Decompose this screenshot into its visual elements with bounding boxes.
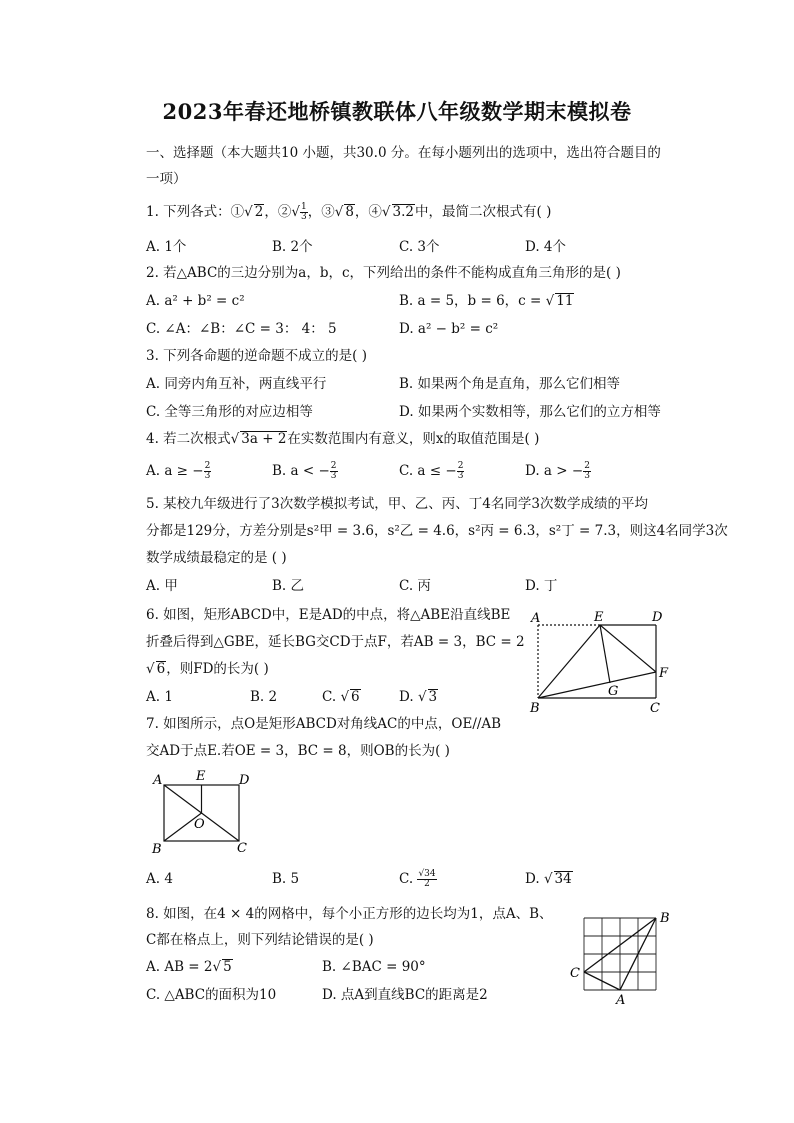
q4-stem-root: 3a + 2	[241, 431, 287, 447]
q4-optc-label: C. a ≤ −	[399, 463, 457, 479]
q4-option-b[interactable]	[272, 461, 338, 481]
section-header-line2: 一项）	[146, 171, 187, 187]
q4-option-d[interactable]	[525, 461, 591, 481]
q4-stem-suffix: 在实数范围内有意义，则x的取值范围是( )	[287, 431, 540, 447]
q7-option-d[interactable]: D. √ 34	[525, 871, 572, 887]
q8-label-c: C	[570, 966, 580, 981]
question-6-line1: 6. 如图，矩形ABCD中，E是AD的中点，将△ABE沿直线BE	[146, 607, 511, 623]
q4-opta-den: 3	[204, 471, 211, 481]
q8-opta-root: 5	[223, 959, 232, 975]
q6-label-b: B	[530, 701, 540, 716]
q4-option-c[interactable]	[399, 461, 464, 481]
q6-label-f: F	[659, 666, 669, 681]
q1-option-a[interactable]: A. 1个	[146, 239, 187, 255]
q6-line3-root: 6	[156, 661, 166, 677]
q7-label-a: A	[153, 773, 163, 788]
q4-optb-den: 3	[330, 471, 337, 481]
q4-optb-num: 2	[330, 461, 337, 471]
q8-option-a[interactable]: A. AB = 2√ 5	[146, 959, 232, 975]
q4-optd-label: D. a > −	[525, 463, 584, 479]
q8-label-a: A	[616, 993, 626, 1008]
q1-sep-1: ，②	[264, 204, 292, 220]
question-4-stem: 4. 若二次根式√ 3a + 2在实数范围内有意义，则x的取值范围是( )	[146, 431, 540, 447]
q7-optc-prefix: C.	[399, 871, 418, 887]
q4-optc-den: 3	[457, 471, 464, 481]
question-8-line1: 8. 如图，在4 × 4的网格中，每个小正方形的边长均为1，点A、B、	[146, 906, 553, 922]
q8-option-b[interactable]: B. ∠BAC = 90°	[322, 959, 426, 975]
q6-line3-suffix: ，则FD的长为( )	[166, 661, 269, 677]
q3-option-a[interactable]: A. 同旁内角互补，两直线平行	[146, 376, 327, 392]
q3-option-c[interactable]: C. 全等三角形的对应边相等	[146, 404, 313, 420]
q7-rectangle-figure	[146, 768, 256, 858]
question-6-line2: 折叠后得到△GBE，延长BG交CD于点F，若AB = 3，BC = 2	[146, 634, 525, 650]
q2-optb-prefix: B. a = 5，b = 6，c =	[399, 293, 546, 309]
q7-option-a[interactable]: A. 4	[146, 871, 173, 887]
q4-optd-num: 2	[584, 461, 590, 471]
q7-label-e: E	[196, 769, 206, 784]
q2-option-d[interactable]: D. a² − b² = c²	[399, 321, 499, 337]
q6-label-e: E	[594, 610, 604, 625]
q1-sep-3: ，④	[354, 204, 382, 220]
q6-optd-prefix: D.	[399, 689, 418, 705]
q8-option-c[interactable]: C. △ABC的面积为10	[146, 987, 277, 1003]
q7-optc-num: √34	[418, 869, 436, 879]
q3-option-d[interactable]: D. 如果两个实数相等，那么它们的立方相等	[399, 404, 661, 420]
q4-opta-label: A. a ≥ −	[146, 463, 204, 479]
q4-optb-label: B. a < −	[272, 463, 330, 479]
q5-option-a[interactable]: A. 甲	[146, 578, 178, 594]
q8-opta-prefix: A. AB = 2	[146, 959, 213, 975]
question-5-line1: 5. 某校九年级进行了3次数学模拟考试，甲、乙、丙、丁4名同学3次数学成绩的平均	[146, 496, 648, 512]
q6-label-d: D	[652, 610, 663, 625]
q8-option-d[interactable]: D. 点A到直线BC的距离是2	[322, 987, 488, 1003]
q7-optc-den: 2	[424, 879, 430, 889]
q2-optb-root: 11	[556, 293, 574, 309]
q6-optc-prefix: C.	[322, 689, 341, 705]
q6-label-a: A	[531, 611, 541, 626]
section-header-line1: 一、选择题（本大题共10 小题，共30.0 分。在每小题列出的选项中，选出符合题目的	[146, 145, 661, 161]
question-5-line3: 数学成绩最稳定的是 ( )	[146, 550, 287, 566]
q4-option-a[interactable]	[146, 461, 211, 481]
q5-option-d[interactable]: D. 丁	[525, 578, 558, 594]
q4-optd-den: 3	[584, 471, 590, 481]
q8-label-b: B	[660, 911, 670, 926]
q1-sep-2: ，③	[307, 204, 335, 220]
q7-label-o: O	[194, 817, 205, 832]
q6-option-d[interactable]: D. √ 3	[399, 689, 438, 705]
q7-label-d: D	[239, 773, 250, 788]
q5-option-c[interactable]: C. 丙	[399, 578, 431, 594]
q6-optc-root: 6	[351, 689, 360, 705]
q7-optd-root: 34	[554, 871, 572, 887]
q2-option-a[interactable]: A. a² + b² = c²	[146, 293, 245, 309]
q6-optd-root: 3	[428, 689, 438, 705]
q2-option-b[interactable]: B. a = 5，b = 6，c = √ 11	[399, 293, 574, 309]
q7-option-b[interactable]: B. 5	[272, 871, 300, 887]
q2-option-c[interactable]: C. ∠A：∠B：∠C = 3： 4： 5	[146, 321, 337, 337]
q6-label-c: C	[650, 701, 660, 716]
exam-title: 2023年春还地桥镇教联体八年级数学期末模拟卷	[162, 99, 632, 124]
question-7-line1: 7. 如图所示，点O是矩形ABCD对角线AC的中点，OE//AB	[146, 716, 502, 732]
q1-option-d[interactable]: D. 4个	[525, 239, 567, 255]
q6-rectangle-figure	[528, 608, 678, 718]
q6-option-c[interactable]: C. √ 6	[322, 689, 360, 705]
q4-opta-num: 2	[204, 461, 211, 471]
q5-option-b[interactable]: B. 乙	[272, 578, 305, 594]
q1-prefix: 1. 下列各式：①	[146, 204, 245, 220]
question-3-stem: 3. 下列各命题的逆命题不成立的是( )	[146, 348, 367, 364]
q1-root-3: 8	[345, 204, 354, 220]
q1-frac-num: 1	[300, 202, 307, 212]
q7-option-c[interactable]	[399, 869, 437, 889]
q1-suffix: 中，最简二次根式有( )	[415, 204, 552, 220]
q6-option-b[interactable]: B. 2	[250, 689, 278, 705]
question-8-line2: C都在格点上，则下列结论错误的是( )	[146, 932, 374, 948]
question-1-stem: 1. 下列各式：①√ 2，②√ $\frac{1}{3}$ ，③√ 8，④√ 3.2中，最简二次根式有( )	[146, 202, 552, 222]
q4-optc-num: 2	[457, 461, 464, 471]
q1-root-4: 3.2	[392, 204, 415, 220]
q1-frac-den: 3	[300, 212, 307, 222]
q6-option-a[interactable]: A. 1	[146, 689, 173, 705]
question-6-line3: √ 6，则FD的长为( )	[146, 661, 269, 677]
question-7-line2: 交AD于点E.若OE = 3，BC = 8，则OB的长为( )	[146, 743, 450, 759]
q7-label-b: B	[152, 842, 162, 857]
question-2-stem: 2. 若△ABC的三边分别为a，b，c，下列给出的条件不能构成直角三角形的是( )	[146, 265, 621, 281]
q8-grid-figure	[566, 906, 676, 1010]
q1-root-1: 2	[254, 204, 264, 220]
q1-option-b[interactable]: B. 2个	[272, 239, 313, 255]
q3-option-b[interactable]: B. 如果两个角是直角，那么它们相等	[399, 376, 621, 392]
q1-fraction	[300, 203, 308, 222]
q7-optd-prefix: D.	[525, 871, 544, 887]
q4-stem-prefix: 4. 若二次根式	[146, 431, 231, 447]
q6-label-g: G	[608, 684, 619, 699]
q7-label-c: C	[237, 841, 247, 856]
q1-option-c[interactable]: C. 3个	[399, 239, 440, 255]
question-5-line2: 分都是129分，方差分别是s²甲 = 3.6，s²乙 = 4.6，s²丙 = 6.3，s²丁 = 7.3，则这4名同学3次	[146, 523, 728, 539]
